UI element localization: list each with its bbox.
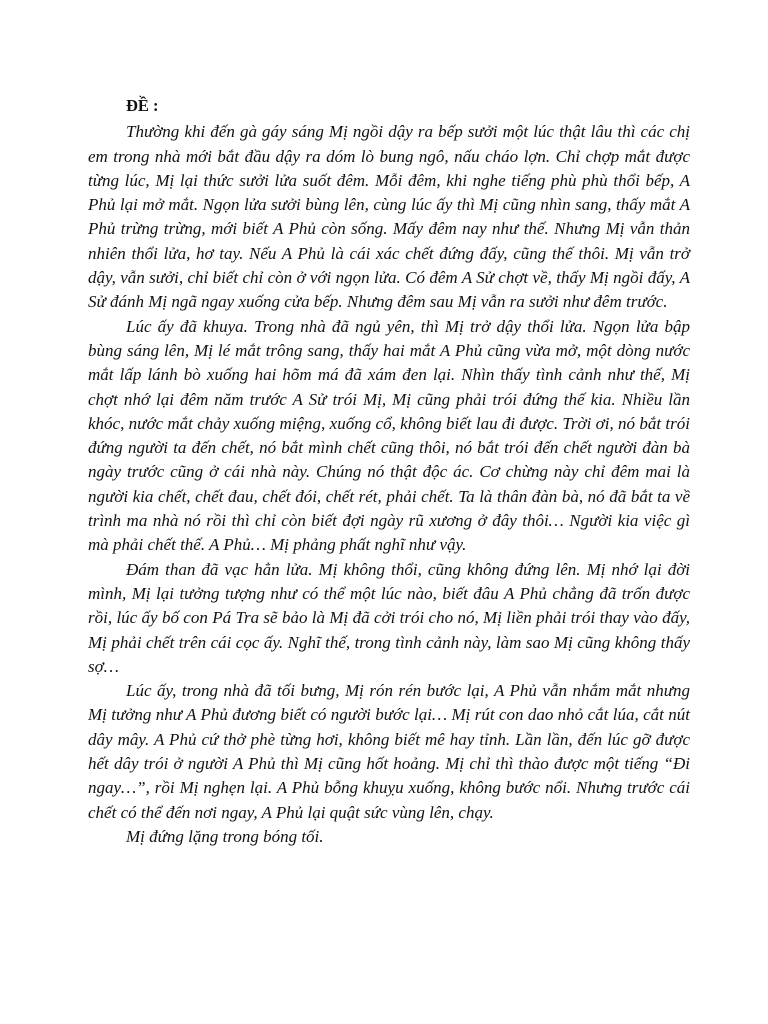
document-body	[88, 94, 690, 849]
paragraph-5: Mị đứng lặng trong bóng tối.	[126, 826, 324, 846]
exam-heading: ĐỀ :	[126, 96, 159, 115]
paragraph-1: Thường khi đến gà gáy sáng Mị ngồi dậy ra bếp sưởi một lúc thật lâu thì các chị em trong nhà mới bắt đầu dậy ra dóm lò bung ngô, nấu cháo lợn. Chỉ chợp mắt được từng lúc, Mị lại thức sưởi lửa suốt đêm. Mỗi đêm, khi nghe tiếng phù phù thổi bếp, A Phủ lại mở mắt. Ngọn lửa sưởi bùng lên, cùng lúc ấy thì Mị cũng nhìn sang, thấy mắt A Phủ trừng trừng, mới biết A Phủ còn sống. Mấy đêm nay như thế. Nhưng Mị vẫn thản nhiên thổi lửa, hơ tay. Nếu A Phủ là cái xác chết đứng đấy, cũng thế thôi. Mị vẫn trở dậy, vẫn sưởi, chỉ biết chỉ còn ở với ngọn lửa. Có đêm A Sử chợt về, thấy Mị ngồi đấy, A Sử đánh Mị ngã ngay xuống cửa bếp. Nhưng đêm sau Mị vẫn ra sưởi như đêm trước.	[88, 122, 690, 312]
paragraph-3: Đám than đã vạc hẳn lửa. Mị không thổi, cũng không đứng lên. Mị nhớ lại đời mình, Mị lại tưởng tượng như có thể một lúc nào, biết đâu A Phủ chẳng đã trốn được rồi, lúc ấy bố con Pá Tra sẽ bảo là Mị đã cởi trói cho nó, Mị liền phải trói thay vào đấy, Mị phải chết trên cái cọc ấy. Nghĩ thế, trong tình cảnh này, làm sao Mị cũng không thấy sợ…	[88, 559, 690, 676]
paragraph-4: Lúc ấy, trong nhà đã tối bưng, Mị rón rén bước lại, A Phủ vẫn nhắm mắt nhưng Mị tưởng như A Phủ đương biết có người bước lại… Mị rút con dao nhỏ cắt lúa, cắt nút dây mây. A Phủ cứ thở phè từng hơi, không biết mê hay tỉnh. Lần lần, đến lúc gỡ được hết dây trói ở người A Phủ thì Mị cũng hốt hoảng. Mị chỉ thì thào được một tiếng “Đi ngay…”, rồi Mị nghẹn lại. A Phủ bỗng khuỵu xuống, không bước nổi. Nhưng trước cái chết có thể đến nơi ngay, A Phủ lại quật sức vùng lên, chạy.	[88, 681, 690, 822]
paragraph-2: Lúc ấy đã khuya. Trong nhà đã ngủ yên, thì Mị trở dậy thổi lửa. Ngọn lửa bập bùng sáng lên, Mị lé mắt trông sang, thấy hai mắt A Phủ cũng vừa mở, một dòng nước mắt lấp lánh bò xuống hai hõm má đã xám đen lại. Nhìn thấy tình cảnh như thế, Mị chợt nhớ lại đêm năm trước A Sử trói Mị, Mị cũng phải trói đứng thế kia. Nhiều lần khóc, nước mắt chảy xuống miệng, xuống cổ, không biết lau đi được. Trời ơi, nó bắt trói đứng người ta đến chết, nó bắt mình chết cũng thôi, nó bắt trói đến chết người đàn bà ngày trước cũng ở cái nhà này. Chúng nó thật độc ác. Cơ chừng này chỉ đêm mai là người kia chết, chết đau, chết đói, chết rét, phải chết. Ta là thân đàn bà, nó đã bắt ta về trình ma nhà nó rồi thì chỉ còn biết đợi ngày rũ xương ở đây thôi… Người kia việc gì mà phải chết thế. A Phủ… Mị phảng phất nghĩ như vậy.	[88, 316, 690, 555]
